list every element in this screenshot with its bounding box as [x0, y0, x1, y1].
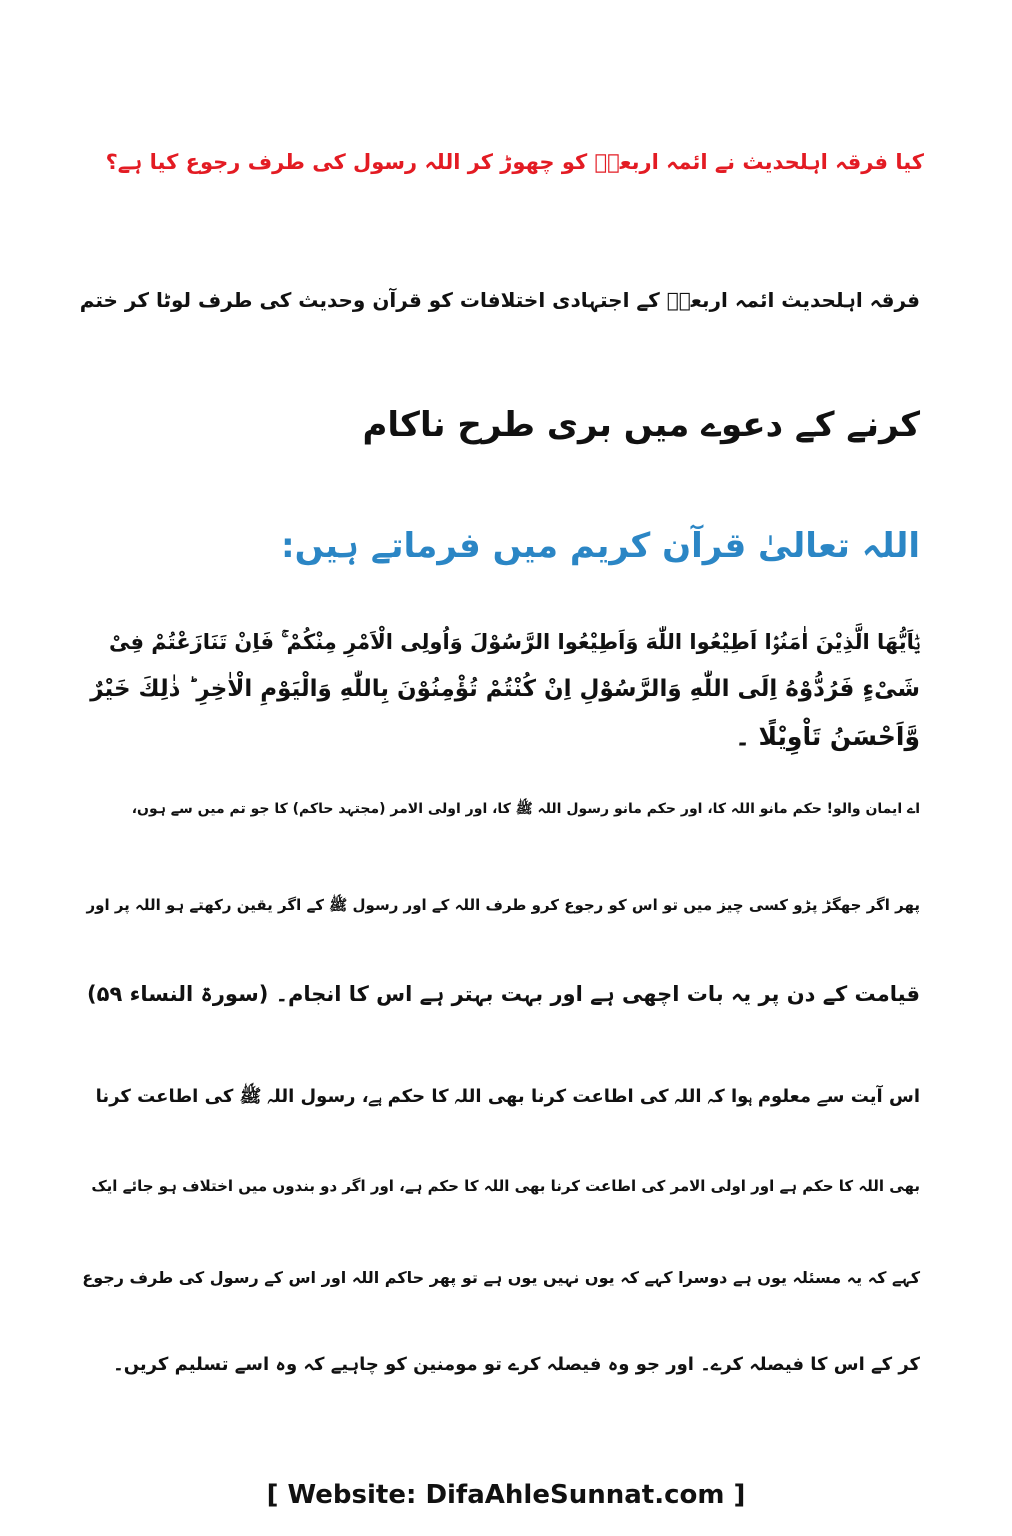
explanation-line: اس آیت سے معلوم ہوا کہ اللہ کی اطاعت کرنا بھی اللہ کا حکم ہے، رسول اللہ ﷺ کی اطاعت کرنا	[95, 1086, 920, 1107]
translation-line: پھر اگر جھگڑ پڑو کسی چیز میں تو اس کو رجوع کرو طرف اللہ کے اور رسول ﷺ کے اگر یقین رکھتے ہو اللہ پر اور	[86, 896, 920, 914]
explanation-line: بھی اللہ کا حکم ہے اور اولی الامر کی اطاعت کرنا بھی اللہ کا حکم ہے، اور اگر دو بندوں میں اختلاف ہو جائے ایک	[91, 1177, 920, 1195]
quran-verse-line: وَّاَحْسَنُ تَاْوِیْلًا ۔	[735, 722, 920, 751]
translation-line: اے ایمان والو! حکم مانو اللہ کا، اور حکم مانو رسول اللہ ﷺ کا، اور اولی الامر (مجتہد حاکم) کا جو تم میں سے ہوں،	[131, 801, 920, 817]
translation-line: قیامت کے دن پر یہ بات اچھی ہے اور بہت بہتر ہے اس کا انجام۔ (سورۃ النساء ۵۹)	[87, 982, 920, 1006]
explanation-line: کر کے اس کا فیصلہ کرے۔ اور جو وہ فیصلہ کرے تو مومنین کو چاہیے کہ وہ اسے تسلیم کریں۔	[113, 1354, 920, 1375]
section-heading: اللہ تعالیٰ قرآن کریم میں فرماتے ہیں:	[280, 526, 920, 566]
intro-line: فرقہ اہلحدیث ائمہ اربعہؒ کے اجتہادی اختلافات کو قرآن وحدیث کی طرف لوٹا کر ختم	[79, 288, 920, 312]
intro-line: کرنے کے دعوے میں بری طرح ناکام	[362, 405, 920, 445]
page-title: کیا فرقہ اہلحدیث نے ائمہ اربعہؒ کو چھوڑ کر اللہ رسول کی طرف رجوع کیا ہے؟	[105, 150, 924, 174]
website-footer: [ Website: DifaAhleSunnat.com ]	[266, 1480, 746, 1510]
quran-verse-line: شَیْءٍ فَرُدُّوْهُ اِلَى اللّٰهِ وَالرَّسُوْلِ اِنْ كُنْتُمْ تُؤْمِنُوْنَ بِاللّٰهِ وَالْیَوْمِ الْاٰخِرِ ؕ ذٰلِكَ خَیْرٌ	[90, 676, 920, 702]
explanation-line: کہے کہ یہ مسئلہ یوں ہے دوسرا کہے کہ یوں نہیں یوں ہے تو پھر حاکم اللہ اور اس کے رسول کی طرف رجوع	[82, 1268, 920, 1287]
quran-verse-line: یٰۤاَیُّهَا الَّذِیْنَ اٰمَنُوْۤا اَطِیْعُوا اللّٰهَ وَاَطِیْعُوا الرَّسُوْلَ وَاُولِی الْاَمْرِ مِنْكُمْ ۚ فَاِنْ تَنَازَعْتُمْ فِیْ	[108, 630, 920, 654]
